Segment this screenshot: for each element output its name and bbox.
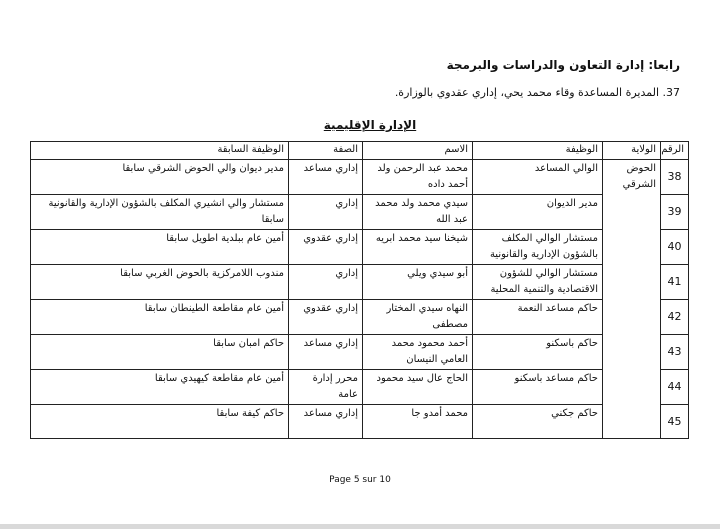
header-num: الرقم — [661, 142, 689, 160]
row-num: 39 — [661, 195, 689, 230]
table-row — [31, 405, 689, 439]
header-prev: الوظيفة السابقة — [31, 142, 289, 160]
row-num: 38 — [661, 160, 689, 195]
row-wilaya-empty — [603, 300, 661, 335]
row-job: حاكم باسكنو — [473, 335, 603, 370]
table-row — [31, 335, 689, 370]
row-wilaya-empty — [603, 405, 661, 439]
regional-admin-title: الإدارة الإقليمية — [323, 118, 417, 132]
table-row — [31, 195, 689, 230]
row-status: إداري مساعد — [289, 405, 363, 439]
row-name: محمد عبد الرحمن ولد أحمد داده — [363, 160, 473, 195]
table-row — [31, 370, 689, 405]
row-num: 45 — [661, 405, 689, 439]
row-prev: مدير ديوان والي الحوض الشرقي سابقا — [31, 160, 289, 195]
row-prev: أمين عام ببلدية اطويل سابقا — [31, 230, 289, 265]
page-number: Page 5 sur 10 — [329, 475, 391, 485]
header-name: الاسم — [363, 142, 473, 160]
row-job: مدير الديوان — [473, 195, 603, 230]
item-37-text: 37. المديرة المساعدة وقاء محمد يحي، إداري عقدوي بالوزارة. — [394, 86, 680, 99]
table-row — [31, 230, 689, 265]
header-job: الوظيفة — [473, 142, 603, 160]
row-wilaya: الحوض الشرقي — [603, 160, 661, 195]
row-name: الحاج عال سيد محمود — [363, 370, 473, 405]
row-status: إداري — [289, 265, 363, 300]
table-row — [31, 160, 689, 195]
row-wilaya-empty — [603, 370, 661, 405]
row-job: مستشار الوالي للشؤون الاقتصادية والتنمية المحلية — [473, 265, 603, 300]
row-wilaya-empty — [603, 265, 661, 300]
row-name: أبو سيدي ويلي — [363, 265, 473, 300]
row-name: محمد أمدو جا — [363, 405, 473, 439]
header-status: الصفة — [289, 142, 363, 160]
row-name: شيخنا سيد محمد ابريه — [363, 230, 473, 265]
appointments-table — [30, 141, 689, 439]
row-job: حاكم مساعد النعمة — [473, 300, 603, 335]
row-name: أحمد محمود محمد العامي النيسان — [363, 335, 473, 370]
row-prev: مستشار والي انشيري المكلف بالشؤون الإدارية والقانونية سابقا — [31, 195, 289, 230]
row-status: إداري عقدوي — [289, 230, 363, 265]
row-num: 44 — [661, 370, 689, 405]
header-wilaya: الولاية — [603, 142, 661, 160]
row-wilaya-empty — [603, 335, 661, 370]
row-num: 40 — [661, 230, 689, 265]
row-job: حاكم جكني — [473, 405, 603, 439]
row-wilaya-empty — [603, 230, 661, 265]
row-prev: أمين عام مقاطعة كيهيدي سابقا — [31, 370, 289, 405]
section-heading: رابعا: إدارة التعاون والدراسات والبرمجة — [446, 58, 680, 72]
row-prev: حاكم امبان سابقا — [31, 335, 289, 370]
row-name: النهاه سيدي المختار مصطفى — [363, 300, 473, 335]
row-name: سيدي محمد ولد محمد عبد الله — [363, 195, 473, 230]
row-prev: حاكم كيفة سابقا — [31, 405, 289, 439]
table-row — [31, 265, 689, 300]
row-status: محرر إدارة عامة — [289, 370, 363, 405]
row-job: الوالي المساعد — [473, 160, 603, 195]
row-status: إداري مساعد — [289, 335, 363, 370]
row-status: إداري مساعد — [289, 160, 363, 195]
table-row — [31, 300, 689, 335]
table-header-row — [31, 142, 689, 160]
row-wilaya-empty — [603, 195, 661, 230]
row-num: 43 — [661, 335, 689, 370]
row-prev: أمين عام مقاطعة الطينطان سابقا — [31, 300, 289, 335]
row-num: 42 — [661, 300, 689, 335]
row-job: مستشار الوالي المكلف بالشؤون الإدارية والقانونية — [473, 230, 603, 265]
row-num: 41 — [661, 265, 689, 300]
row-status: إداري عقدوي — [289, 300, 363, 335]
row-status: إداري — [289, 195, 363, 230]
row-job: حاكم مساعد باسكنو — [473, 370, 603, 405]
row-prev: مندوب اللامركزية بالحوض الغربي سابقا — [31, 265, 289, 300]
